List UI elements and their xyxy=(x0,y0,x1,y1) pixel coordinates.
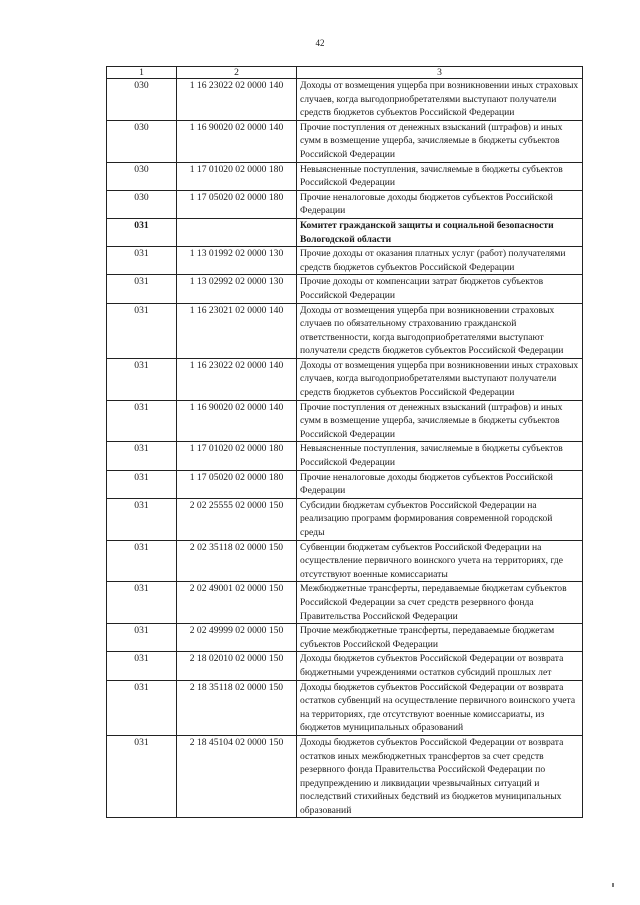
revenue-name-cell: Прочие доходы от оказания платных услуг (работ) получателями средств бюджетов субъектов Российской Федерации xyxy=(297,247,583,275)
revenue-name-cell: Прочие доходы от компенсации затрат бюджетов субъектов Российской Федерации xyxy=(297,275,583,303)
admin-code-cell: 031 xyxy=(107,735,177,818)
revenue-name-cell: Прочие поступления от денежных взысканий (штрафов) и иных сумм в возмещение ущерба, зачисляемые в бюджеты субъектов Российской Федерации xyxy=(297,120,583,162)
revenue-name-cell: Прочие неналоговые доходы бюджетов субъектов Российской Федерации xyxy=(297,190,583,218)
admin-code-cell: 031 xyxy=(107,275,177,303)
revenue-code-cell: 2 02 49001 02 0000 150 xyxy=(177,582,297,624)
column-header-1: 1 xyxy=(107,67,177,79)
revenue-name-cell: Доходы от возмещения ущерба при возникновении иных страховых случаев, когда выгодоприобретателями выступают получатели средств бюджетов субъектов Российской Федерации xyxy=(297,79,583,121)
revenue-name-cell: Доходы от возмещения ущерба при возникновении иных страховых случаев, когда выгодоприобретателями выступают получатели средств бюджетов субъектов Российской Федерации xyxy=(297,358,583,400)
revenue-code-cell: 1 13 01992 02 0000 130 xyxy=(177,247,297,275)
table-row xyxy=(107,120,583,162)
revenue-code-cell: 1 16 90020 02 0000 140 xyxy=(177,400,297,442)
admin-code-cell: 031 xyxy=(107,218,177,246)
revenue-code-cell: 2 02 25555 02 0000 150 xyxy=(177,498,297,540)
scan-mark xyxy=(612,883,614,887)
admin-code-cell: 030 xyxy=(107,162,177,190)
revenue-code-cell: 1 16 90020 02 0000 140 xyxy=(177,120,297,162)
table-row xyxy=(107,680,583,735)
table-row xyxy=(107,652,583,680)
table-row xyxy=(107,79,583,121)
table-header-row xyxy=(107,67,583,79)
admin-code-cell: 031 xyxy=(107,652,177,680)
table-row xyxy=(107,303,583,358)
revenue-name-cell: Невыясненные поступления, зачисляемые в бюджеты субъектов Российской Федерации xyxy=(297,442,583,470)
revenue-name-cell: Доходы бюджетов субъектов Российской Федерации от возврата остатков иных межбюджетных трансфертов за счет средств резервного фонда Правительства Российской Федерации по предупреждению и ликвидации чрезвычайных ситуаций и последствий стихийных бедствий из бюджетов муниципальных образований xyxy=(297,735,583,818)
revenue-code-cell: 2 18 35118 02 0000 150 xyxy=(177,680,297,735)
table-row xyxy=(107,275,583,303)
revenue-code-cell: 1 17 01020 02 0000 180 xyxy=(177,442,297,470)
revenue-code-cell: 2 02 49999 02 0000 150 xyxy=(177,624,297,652)
table-row xyxy=(107,190,583,218)
column-header-3: 3 xyxy=(297,67,583,79)
revenue-code-cell: 1 17 05020 02 0000 180 xyxy=(177,190,297,218)
revenue-code-cell: 2 18 02010 02 0000 150 xyxy=(177,652,297,680)
table-row xyxy=(107,400,583,442)
admin-code-cell: 030 xyxy=(107,190,177,218)
column-header-2: 2 xyxy=(177,67,297,79)
revenue-code-cell: 1 16 23022 02 0000 140 xyxy=(177,79,297,121)
table-row xyxy=(107,218,583,246)
revenue-name-cell: Прочие поступления от денежных взысканий (штрафов) и иных сумм в возмещение ущерба, зачисляемые в бюджеты субъектов Российской Федерации xyxy=(297,400,583,442)
revenue-name-cell: Комитет гражданской защиты и социальной безопасности Вологодской области xyxy=(297,218,583,246)
admin-code-cell: 031 xyxy=(107,624,177,652)
revenue-name-cell: Прочие неналоговые доходы бюджетов субъектов Российской Федерации xyxy=(297,470,583,498)
revenue-name-cell: Субвенции бюджетам субъектов Российской Федерации на осуществление первичного воинского учета на территориях, где отсутствуют военные комиссариаты xyxy=(297,540,583,582)
revenue-code-cell: 1 17 05020 02 0000 180 xyxy=(177,470,297,498)
admin-code-cell: 031 xyxy=(107,247,177,275)
admin-code-cell: 030 xyxy=(107,79,177,121)
admin-code-cell: 031 xyxy=(107,442,177,470)
table-row xyxy=(107,498,583,540)
revenue-name-cell: Прочие межбюджетные трансферты, передаваемые бюджетам субъектов Российской Федерации xyxy=(297,624,583,652)
admin-code-cell: 030 xyxy=(107,120,177,162)
admin-code-cell: 031 xyxy=(107,540,177,582)
admin-code-cell: 031 xyxy=(107,358,177,400)
table-row xyxy=(107,162,583,190)
revenue-name-cell: Межбюджетные трансферты, передаваемые бюджетам субъектов Российской Федерации за счет средств резервного фонда Правительства Российской Федерации xyxy=(297,582,583,624)
table-row xyxy=(107,470,583,498)
revenue-name-cell: Доходы от возмещения ущерба при возникновении страховых случаев по обязательному страхованию гражданской ответственности, когда выгодоприобретателями выступают получатели средств бюджетов субъектов Российской Федерации xyxy=(297,303,583,358)
table-row xyxy=(107,540,583,582)
table-row xyxy=(107,624,583,652)
revenue-name-cell: Субсидии бюджетам субъектов Российской Федерации на реализацию программ формирования современной городской среды xyxy=(297,498,583,540)
admin-code-cell: 031 xyxy=(107,470,177,498)
table-row xyxy=(107,442,583,470)
table-row xyxy=(107,735,583,818)
page-number: 42 xyxy=(315,38,325,48)
revenue-code-cell: 1 16 23022 02 0000 140 xyxy=(177,358,297,400)
admin-code-cell: 031 xyxy=(107,680,177,735)
revenue-code-cell: 1 16 23021 02 0000 140 xyxy=(177,303,297,358)
revenue-name-cell: Доходы бюджетов субъектов Российской Федерации от возврата бюджетными учреждениями остатков субсидий прошлых лет xyxy=(297,652,583,680)
admin-code-cell: 031 xyxy=(107,582,177,624)
revenue-code-cell xyxy=(177,218,297,246)
revenue-codes-table xyxy=(106,66,583,818)
table-row xyxy=(107,358,583,400)
revenue-code-cell: 1 13 02992 02 0000 130 xyxy=(177,275,297,303)
admin-code-cell: 031 xyxy=(107,498,177,540)
revenue-name-cell: Невыясненные поступления, зачисляемые в бюджеты субъектов Российской Федерации xyxy=(297,162,583,190)
revenue-name-cell: Доходы бюджетов субъектов Российской Федерации от возврата остатков субвенций на осуществление первичного воинского учета на территориях, где отсутствуют военные комиссариаты, из бюджетов муниципальных образований xyxy=(297,680,583,735)
revenue-code-cell: 1 17 01020 02 0000 180 xyxy=(177,162,297,190)
revenue-code-cell: 2 02 35118 02 0000 150 xyxy=(177,540,297,582)
table-row xyxy=(107,247,583,275)
revenue-code-cell: 2 18 45104 02 0000 150 xyxy=(177,735,297,818)
admin-code-cell: 031 xyxy=(107,303,177,358)
admin-code-cell: 031 xyxy=(107,400,177,442)
table-row xyxy=(107,582,583,624)
